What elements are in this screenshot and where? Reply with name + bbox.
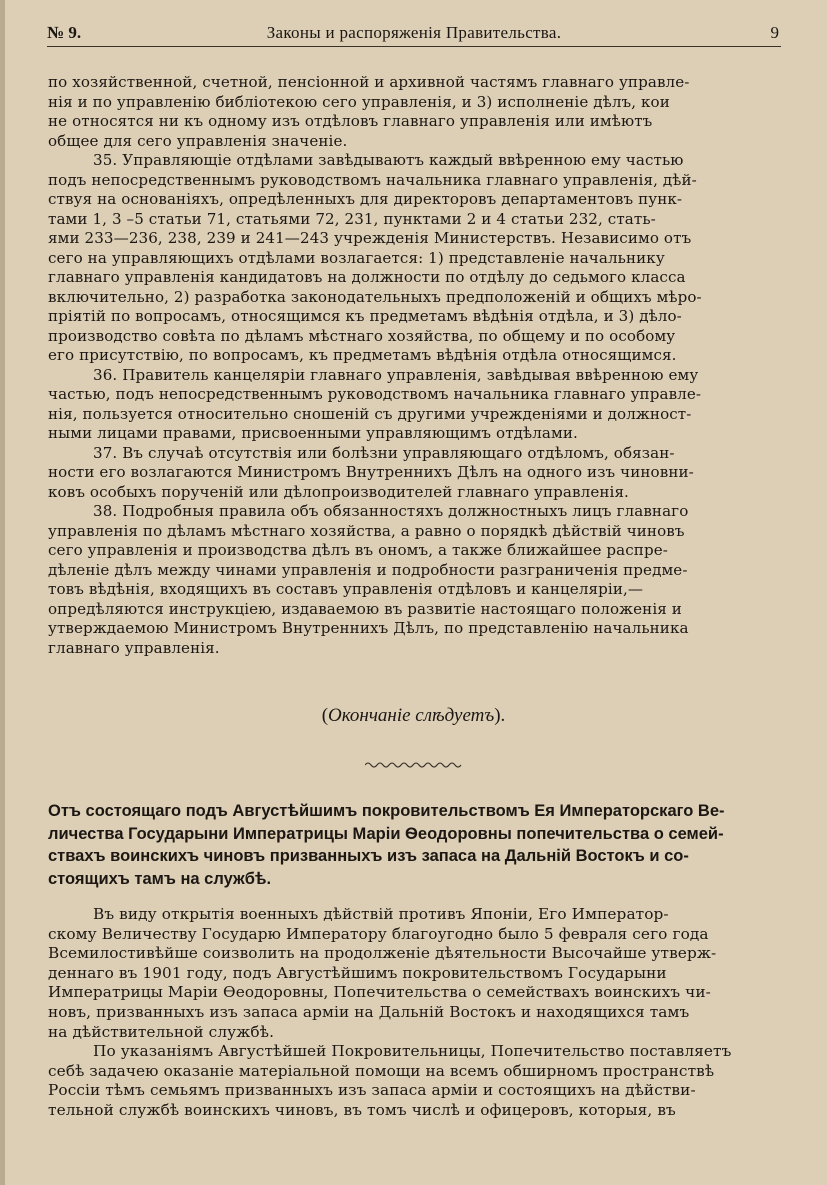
paragraph: 37. Въ случаѣ отсутствія или болѣзни управляющаго отдѣломъ, обязан- ности его возлагаются Министромъ Внутреннихъ Дѣлъ на одного изъ чиновни- ковъ особыхъ порученій или дѣлопроизводителей главнаго управленія. (48, 443, 694, 501)
paragraph: 36. Правитель канцеляріи главнаго управленія, завѣдывая ввѣренною ему частью, подъ непосредственнымъ руководствомъ начальника главнаго управле- нія, пользуется относительно сношеній съ другими учрежденіями и должност- ными лицами правами, присвоенными управляющимъ отдѣлами. (48, 365, 702, 442)
paragraph: По указаніямъ Августѣйшей Покровительницы, Попечительство поставляетъ себѣ задачею оказаніе матеріальной помощи на всемъ обширномъ пространствѣ Россіи тѣмъ семьямъ призванныхъ изъ запаса арміи и состоящихъ на дѣйстви- тельной службѣ воинскихъ чиновъ, въ томъ числѣ и офицеровъ, которыя, въ (48, 1042, 732, 1119)
paragraph: Въ виду открытія военныхъ дѣйствій противъ Японіи, Его Император- скому Величеству Государю Императору благоугодно было 5 февраля сего года Всемилостивѣйше соизволить на продолженіе дѣятельности Высочайше утверж- деннаго въ 1901 году, подъ Августѣйшимъ покровительствомъ Государыни Императрицы Маріи Ѳеодоровны, Попечительства о семействахъ воинскихъ чи- новъ, призванныхъ изъ запаса арміи на Дальній Востокъ и находящихся тамъ на дѣйствительной службѣ. (48, 905, 717, 1041)
paragraph: по хозяйственной, счетной, пенсіонной и архивной частямъ главнаго управле- нія и по управленію библіотекою сего управленія, и 3) исполненіе дѣлъ, кои не относятся ни къ одному изъ отдѣловъ главнаго управленія или имѣютъ общее для сего управленія значеніе. (48, 73, 690, 150)
continuation-note: (Окончаніе слѣдуетъ). (321, 705, 506, 726)
ornamental-divider (365, 760, 465, 770)
paragraph: 35. Управляющіе отдѣлами завѣдываютъ каждый ввѣренною ему частью подъ непосредственнымъ руководствомъ начальника главнаго управленія, дѣй- ствуя на основаніяхъ, опредѣленныхъ для директоровъ департаментовъ пунк- тами 1, 3 –5 статьи 71, статьями 72, 231, пунктами 2 и 4 статьи 232, стать- ями 233—236, 238, 239 и 241—243 учрежденія Министерствъ. Независимо отъ сего на управляющихъ отдѣлами возлагается: 1) представленіе начальнику главнаго управленія кандидатовъ на должности по отдѣлу до седьмого класса включительно, 2) разработка законодательныхъ предположеній и общихъ мѣро- пріятій по вопросамъ, относящимся къ предметамъ вѣдѣнія отдѣла, и 3) дѣло- производство совѣта по дѣламъ мѣстнаго хозяйства, по общему и по особому его присутствію, по вопросамъ, къ предметамъ вѣдѣнія отдѣла относящимся. (48, 151, 702, 364)
page-number: 9 (770, 23, 779, 42)
announcement-text-block (48, 905, 781, 1121)
issue-number: № 9. (47, 23, 82, 42)
section-heading (48, 800, 781, 890)
running-header (47, 20, 781, 47)
journal-section-title: Законы и распоряженія Правительства. (266, 23, 562, 42)
paragraph: 38. Подробныя правила объ обязанностяхъ должностныхъ лицъ главнаго управленія по дѣламъ мѣстнаго хозяйства, а равно о порядкѣ дѣйствій чиновъ сего управленія и производства дѣлъ въ ономъ, а также ближайшее распре- дѣленіе дѣлъ между чинами управленія и подробности разграниченія предме- товъ вѣдѣнія, входящихъ въ составъ управленія отдѣловъ и канцеляріи,— опредѣляются инструкціею, издаваемою въ развитіе настоящаго положенія и утверждаемою Министромъ Внутреннихъ Дѣлъ, по представленію начальника главнаго управленія. (48, 502, 689, 657)
continuation-italic: Окончаніе слѣдуетъ (328, 705, 495, 726)
law-text-block (48, 73, 781, 658)
section-heading-text: Отъ состоящаго подъ Августѣйшимъ покровительствомъ Ея Императорскаго Ве- личества Государыни Императрицы Маріи Ѳеодоровны попечительства о семей- ствахъ воинскихъ чиновъ призванныхъ изъ запаса на Дальній Востокъ и со- стоящихъ тамъ на службѣ. (48, 802, 725, 888)
